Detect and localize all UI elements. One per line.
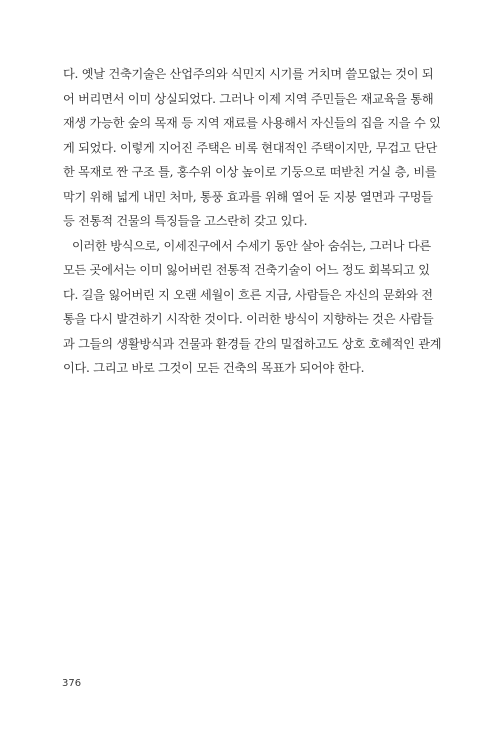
body-text	[63, 62, 442, 381]
text-line: 재생 가능한 숲의 목재 등 지역 재료를 사용해서 자신들의 집을 지을 수 있	[63, 116, 441, 130]
text-line: 이다. 그리고 바로 그것이 모든 건축의 목표가 되어야 한다.	[63, 361, 365, 375]
text-line: 어 버리면서 이미 상실되었다. 그러나 이제 지역 주민들은 재교육을 통해	[63, 91, 434, 106]
text-line: 다. 길을 잃어버린 지 오랜 세월이 흐른 지금, 사람들은 자신의 문화와 전	[63, 287, 433, 302]
paragraph-2	[63, 234, 442, 381]
text-line: 과 그들의 생활방식과 건물과 환경들 간의 밀접하고도 상호 호혜적인 관계	[63, 336, 442, 351]
page-number: 376	[62, 678, 82, 689]
text-line: 이러한 방식으로, 이세진구에서 수세기 동안 살아 숨쉬는, 그러나 다른	[72, 238, 431, 253]
text-line: 통을 다시 발견하기 시작한 것이다. 이러한 방식이 지향하는 것은 사람들	[63, 312, 434, 326]
text-line: 모든 곳에서는 이미 잃어버린 전통적 건축기술이 어느 정도 회복되고 있	[63, 263, 430, 277]
paragraph-1	[63, 62, 441, 234]
text-line: 한 목재로 짠 구조 틀, 홍수위 이상 높이로 기둥으로 떠받친 거실 층, 비를	[63, 165, 437, 179]
text-line: 등 전통적 건물의 특징들을 고스란히 갖고 있다.	[63, 214, 308, 228]
text-line: 막기 위해 넓게 내민 처마, 통풍 효과를 위해 열어 둔 지붕 열면과 구멍들	[63, 189, 433, 204]
text-line: 다. 옛날 건축기술은 산업주의와 식민지 시기를 거치며 쓸모없는 것이 되	[63, 67, 434, 81]
text-line: 게 되었다. 이렇게 지어진 주택은 비록 현대적인 주택이지만, 무겁고 단단	[63, 140, 438, 155]
